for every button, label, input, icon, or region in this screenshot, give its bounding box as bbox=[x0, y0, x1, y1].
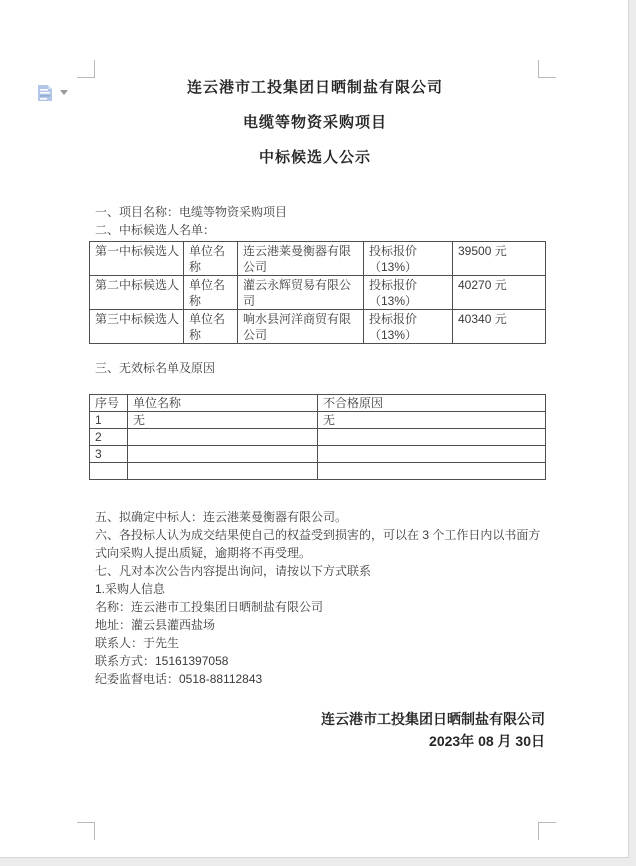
table-row bbox=[90, 276, 546, 310]
price-label-cell: 投标报价（13%） bbox=[364, 276, 453, 310]
table-row bbox=[90, 429, 546, 446]
buyer-address-line: 地址：灌云县灌西盐场 bbox=[95, 618, 216, 632]
supervision-phone-line: 纪委监督电话：0518-88112843 bbox=[95, 672, 263, 686]
crop-mark-bottom-right bbox=[538, 822, 556, 840]
buyer-name-line: 名称：连云港市工投集团日晒制盐有限公司 bbox=[95, 600, 324, 614]
buyer-info-heading: 1.采购人信息 bbox=[95, 582, 166, 596]
unit-name-cell: 连云港莱曼衡器有限公司 bbox=[238, 242, 364, 276]
title-project-line: 电缆等物资采购项目 bbox=[242, 114, 387, 131]
price-cell: 40340 元 bbox=[453, 310, 546, 344]
price-cell: 39500 元 bbox=[453, 242, 546, 276]
price-label-cell: 投标报价（13%） bbox=[364, 242, 453, 276]
price-cell: 40270 元 bbox=[453, 276, 546, 310]
unit-label-cell: 单位名称 bbox=[184, 310, 238, 344]
signature-block bbox=[95, 708, 545, 752]
table-row bbox=[90, 412, 546, 429]
intro-paragraphs bbox=[95, 203, 542, 239]
reason-cell bbox=[318, 446, 546, 463]
crop-mark-bottom-left bbox=[77, 822, 95, 840]
table-header-row bbox=[90, 395, 546, 412]
title-company-line: 连云港市工投集团日晒制盐有限公司 bbox=[186, 79, 443, 96]
title-subject-line: 中标候选人公示 bbox=[258, 149, 371, 166]
reason-cell bbox=[318, 463, 546, 480]
header-no-cell: 序号 bbox=[90, 395, 128, 412]
body-paragraphs bbox=[95, 508, 542, 688]
no-cell: 3 bbox=[90, 446, 128, 463]
rank-cell: 第三中标候选人 bbox=[90, 310, 184, 344]
table-row bbox=[90, 310, 546, 344]
section-invalid-heading: 三、无效标名单及原因 bbox=[95, 361, 216, 375]
unit-cell bbox=[128, 446, 318, 463]
section-winner: 五、拟确定中标人：连云港莱曼衡器有限公司。 bbox=[95, 510, 348, 524]
no-cell bbox=[90, 463, 128, 480]
table-row bbox=[90, 463, 546, 480]
unit-cell bbox=[128, 429, 318, 446]
no-cell: 1 bbox=[90, 412, 128, 429]
reason-cell: 无 bbox=[318, 412, 546, 429]
unit-label-cell: 单位名称 bbox=[184, 242, 238, 276]
unit-name-cell: 响水县河洋商贸有限公司 bbox=[238, 310, 364, 344]
header-reason-cell: 不合格原因 bbox=[318, 395, 546, 412]
document-title bbox=[60, 70, 570, 175]
contact-person-line: 联系人：于先生 bbox=[95, 636, 180, 650]
header-unit-cell: 单位名称 bbox=[128, 395, 318, 412]
rank-cell: 第二中标候选人 bbox=[90, 276, 184, 310]
price-label-cell: 投标报价（13%） bbox=[364, 310, 453, 344]
rank-cell: 第一中标候选人 bbox=[90, 242, 184, 276]
unit-name-cell: 灌云永辉贸易有限公司 bbox=[238, 276, 364, 310]
signature-date: 2023年 08 月 30日 bbox=[429, 733, 545, 749]
table-row bbox=[90, 446, 546, 463]
signature-company: 连云港市工投集团日晒制盐有限公司 bbox=[321, 711, 545, 727]
unit-cell bbox=[128, 463, 318, 480]
section-objection-notice: 六、各投标人认为成交结果使自己的权益受到损害的，可以在 3 个工作日内以书面方式向采购人提出质疑，逾期将不再受理。 bbox=[95, 528, 541, 560]
candidates-table bbox=[89, 241, 546, 344]
unit-cell: 无 bbox=[128, 412, 318, 429]
contact-phone-line: 联系方式：15161397058 bbox=[95, 654, 229, 668]
table-row bbox=[90, 242, 546, 276]
section-candidates-heading: 二、中标候选人名单： bbox=[95, 223, 216, 237]
unit-label-cell: 单位名称 bbox=[184, 276, 238, 310]
invalid-bids-table bbox=[89, 394, 546, 480]
section-project-name: 一、项目名称：电缆等物资采购项目 bbox=[95, 205, 288, 219]
section-contact-heading: 七、凡对本次公告内容提出询问，请按以下方式联系 bbox=[95, 564, 372, 578]
reason-cell bbox=[318, 429, 546, 446]
no-cell: 2 bbox=[90, 429, 128, 446]
